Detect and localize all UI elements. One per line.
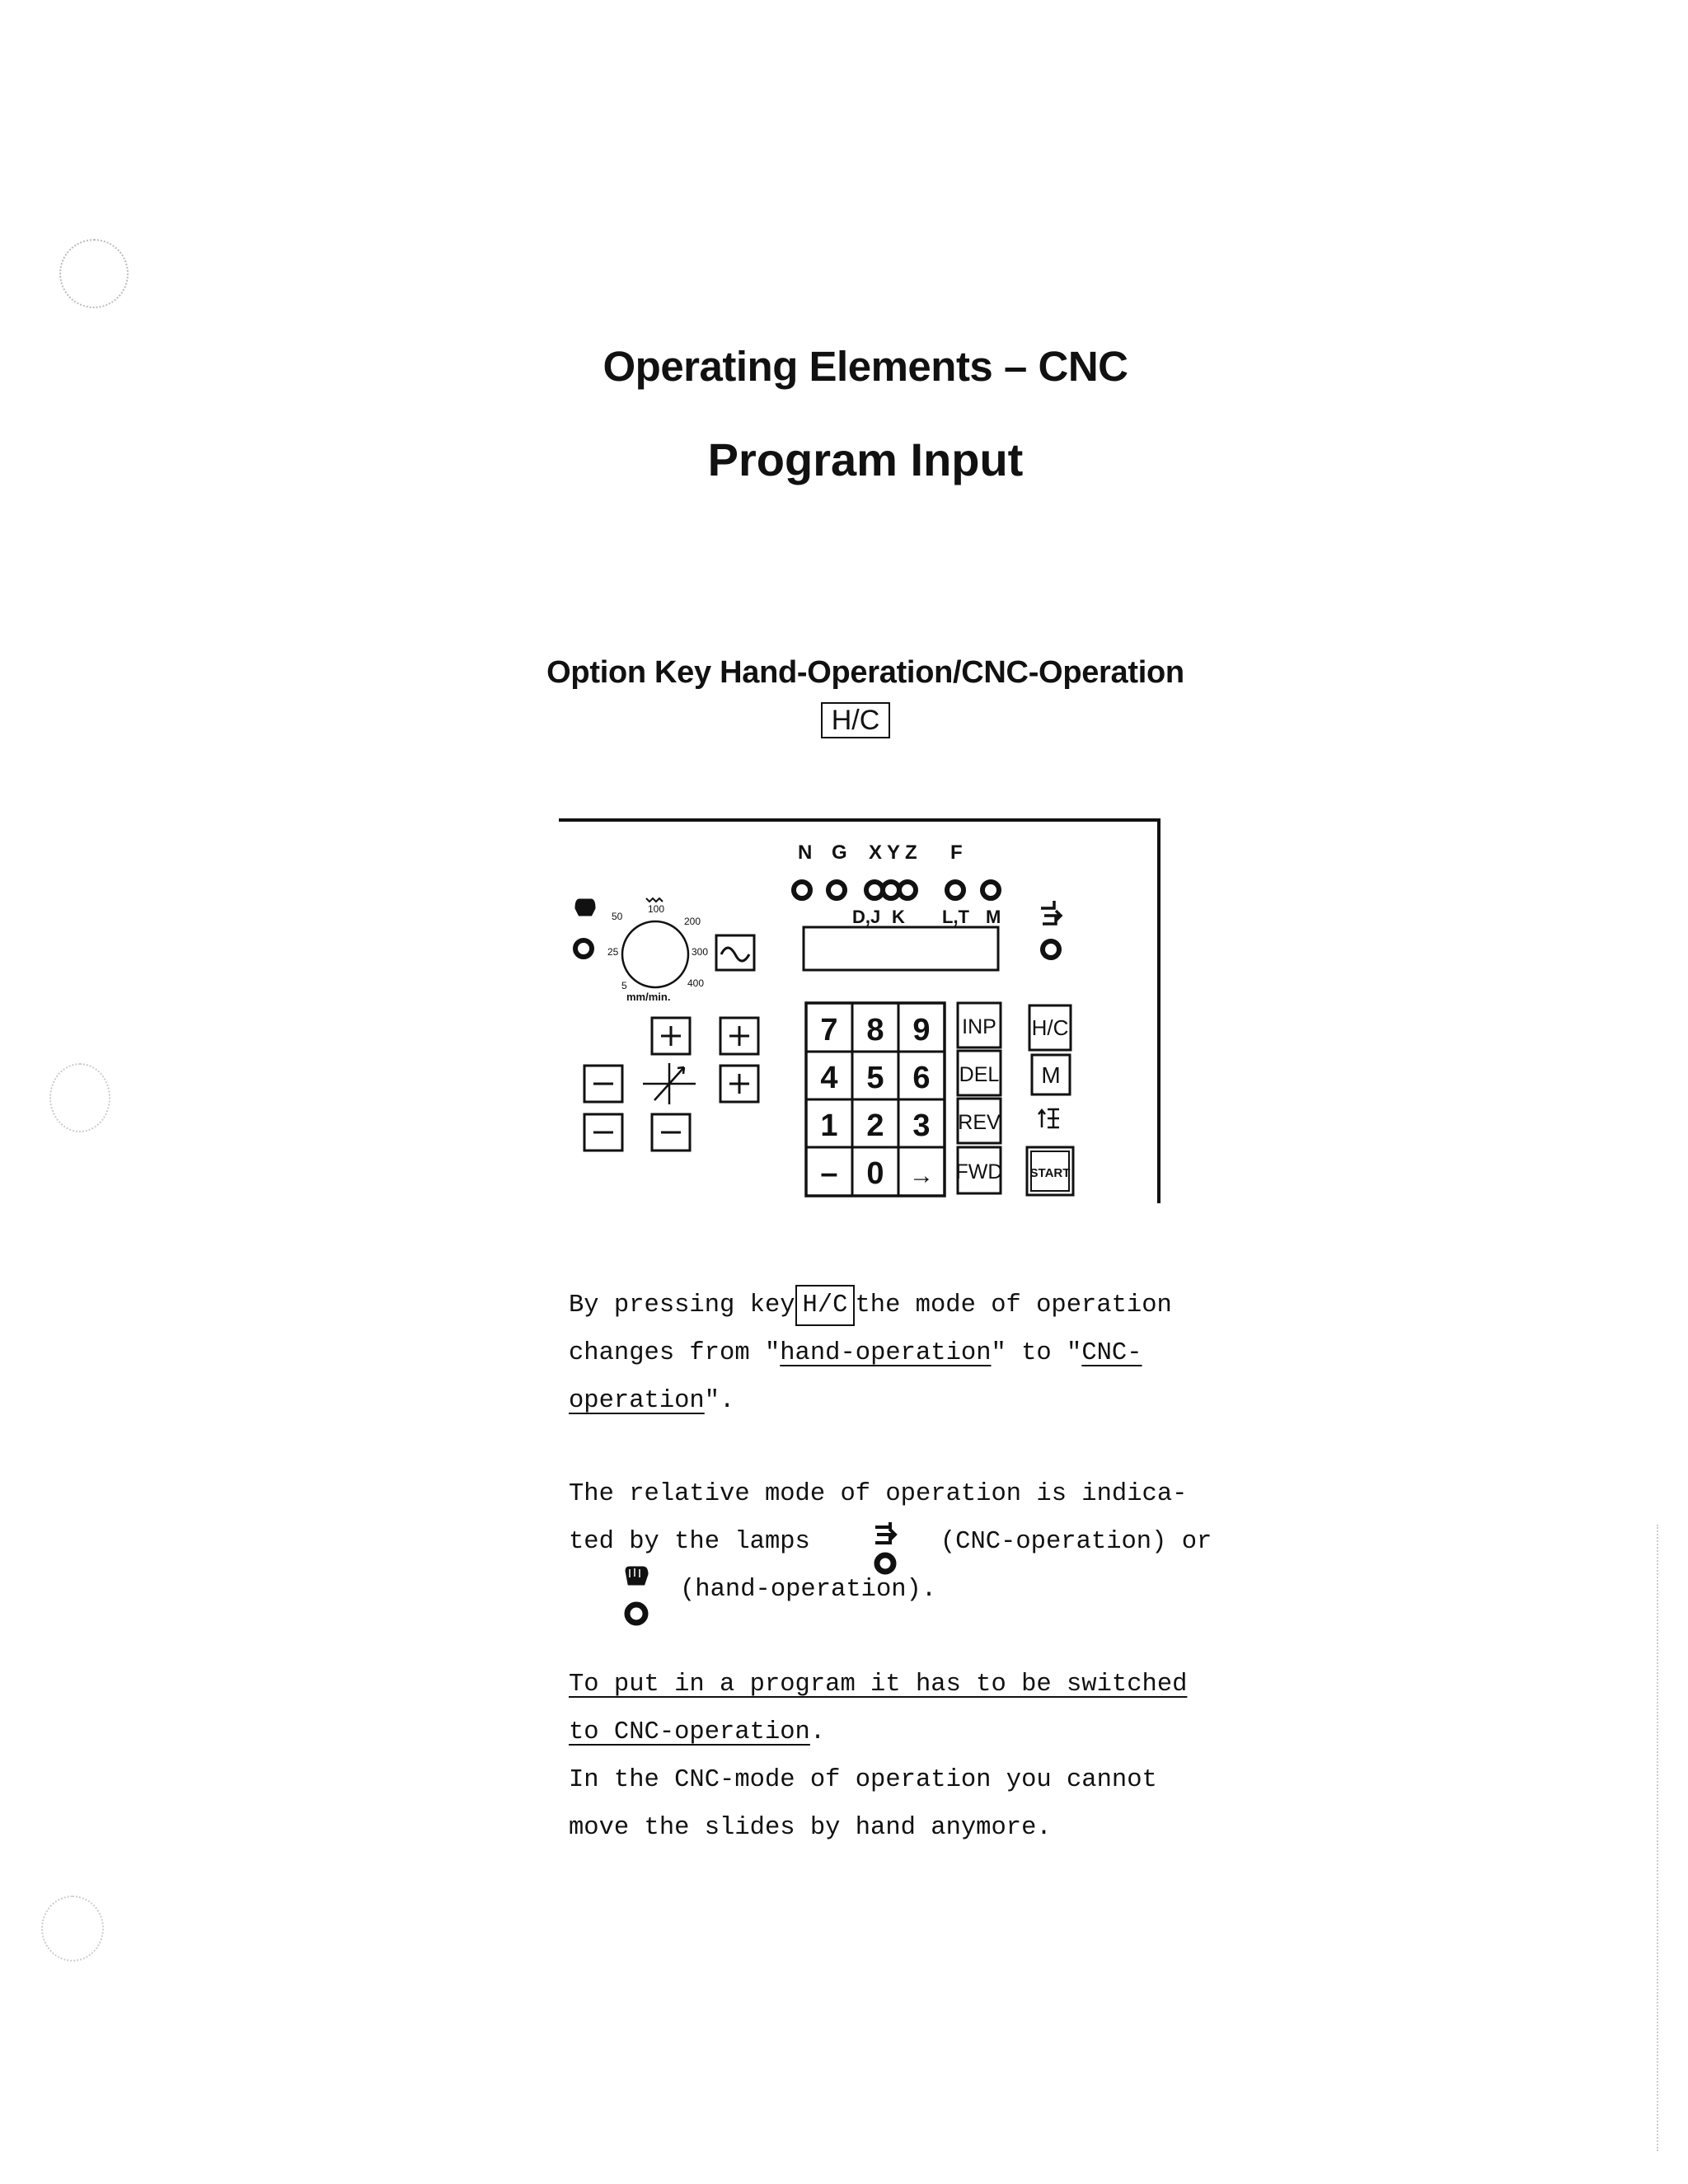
key-6: 6 [912,1061,931,1095]
key-4: 4 [820,1061,838,1095]
lamp-label: D,J [852,907,881,927]
text-run: changes from " [569,1339,781,1367]
paragraph-line: In the CNC-mode of operation you cannot [569,1766,1157,1794]
lamp-g [828,882,845,898]
m-key-text: M [1041,1062,1061,1088]
lamp-label: L,T [942,907,969,927]
text-run: ted by the lamps [569,1528,810,1556]
paragraph-line [569,1518,1245,1566]
inp-key-label: INP [962,1015,996,1038]
feed-tick: 5 [621,980,627,991]
hand-lamp-icon [575,900,594,957]
lamp-label: K [892,907,905,927]
hc-key-inline: H/C [795,1285,856,1326]
numeric-keypad [806,1003,945,1196]
paragraph-line: To put in a program it has to be switched [569,1671,1188,1699]
lamp-label: G [832,841,847,864]
feed-tick: 100 [648,903,665,915]
key-8: 8 [866,1013,884,1047]
text-run: (CNC-operation) or [940,1528,1212,1556]
rev-key-label: REV [958,1111,1001,1134]
paragraph-line: move the slides by hand anymore. [569,1814,1052,1842]
display-window [804,927,998,970]
key-5: 5 [866,1061,884,1095]
paragraph-lamps [569,1470,1245,1614]
punch-hole-mark [59,239,129,308]
key-2: 2 [866,1108,884,1143]
text-run: the mode of operation [855,1291,1172,1319]
function-keys [956,1003,1003,1193]
key-9: 9 [912,1013,931,1047]
lamp-z [899,882,916,898]
lamp-label: X [869,841,883,864]
underlined-term: CNC- [1081,1339,1142,1367]
page-subtitle: Program Input [707,434,1024,485]
hc-key-label: H/C [821,702,890,738]
feed-unit: mm/min. [626,991,671,1003]
axis-cross-icon [643,1063,696,1104]
fwd-key-label: FWD [955,1160,1003,1183]
lamp-label: M [986,907,1001,927]
text-run: " to " [991,1339,1082,1367]
start-key-text: START [1029,1166,1071,1180]
feed-tick: 200 [684,916,701,927]
lamp-f [947,882,964,898]
key-arrow: → [909,1162,934,1189]
paragraph-line [569,1566,1245,1614]
paragraph-line [569,1377,1245,1425]
hand-lamp-icon [617,1566,659,1632]
paragraph-hc-key [569,1282,1245,1425]
key-minus: – [820,1156,838,1191]
del-key-label: DEL [959,1063,1000,1086]
feed-tick: 300 [692,946,709,958]
feed-tick: 25 [607,946,619,958]
key-3: 3 [912,1108,931,1143]
lamp-m [982,882,999,898]
sine-icon [721,948,749,961]
lamp-label: Y [887,841,901,864]
scan-edge-mark [1657,1525,1658,2151]
feed-rate-knob [607,898,708,1003]
cnc-lamp-icon [1041,901,1061,958]
underlined-term: operation [569,1387,705,1415]
paragraph-line [569,1708,1245,1756]
lamp-label: F [950,841,963,864]
punch-hole-mark [41,1896,104,1961]
indicator-lamps [794,882,999,898]
key-7: 7 [820,1013,838,1047]
punch-hole-mark [49,1063,110,1132]
paragraph-line [569,1282,1245,1329]
paragraph-line: The relative mode of operation is indica- [569,1480,1188,1508]
text-run: ". [704,1387,735,1415]
hc-key-text: H/C [1031,1015,1069,1040]
lamp-label: N [798,841,813,864]
single-block-icon [1039,1109,1059,1127]
control-panel-diagram [559,816,1169,1203]
underlined-term: hand-operation [780,1339,992,1367]
paragraph-switch-cnc [569,1661,1245,1852]
lamp-n [794,882,810,898]
paragraph-line [569,1329,1245,1377]
text-run: By pressing key [569,1291,795,1319]
feed-tick: 50 [612,911,623,922]
page-title: Operating Elements – CNC [603,343,1128,390]
cnc-lamp-icon [864,1521,907,1580]
underlined-term: to CNC-operation [569,1718,810,1746]
lamp-label: Z [905,841,917,864]
feed-tick: 400 [687,977,705,989]
key-0: 0 [866,1156,884,1191]
text-run: . [809,1718,826,1746]
key-1: 1 [820,1108,838,1143]
mode-keys [1027,1005,1073,1195]
section-heading: Option Key Hand-Operation/CNC-Operation [546,655,1184,690]
text-run: (hand-operation). [680,1576,937,1604]
